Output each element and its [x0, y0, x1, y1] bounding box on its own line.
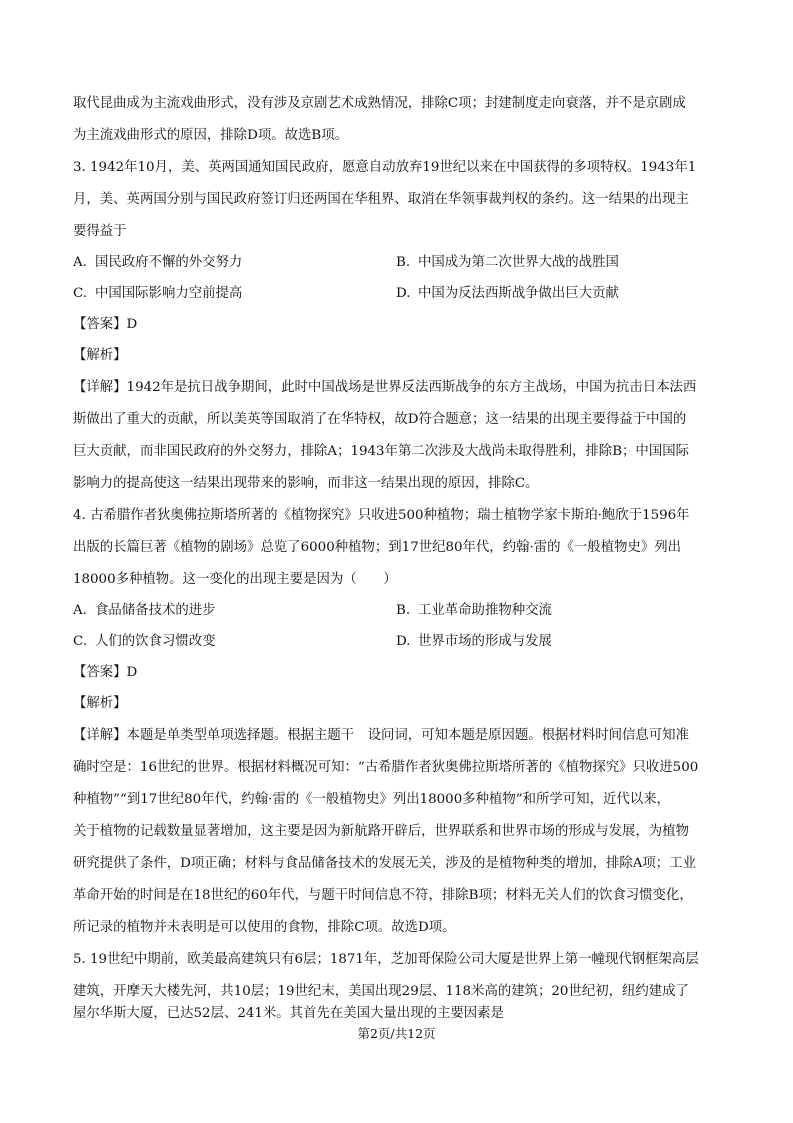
option-letter: D. — [396, 634, 411, 649]
option-text: 国民政府不懈的外交努力 — [95, 255, 243, 270]
question-3-detail: 【详解】1942年是抗日战争期间，此时中国战场是世界反法西斯战争的东方主战场，中国为抗击日本法西 — [73, 380, 697, 395]
question-4-detail: 种植物”“到17世纪80年代，约翰·雷的《一般植物史》列出18000多种植物”和所学可知，近代以来， — [73, 792, 670, 807]
option-letter: C. — [73, 286, 88, 301]
question-3-option-b — [396, 253, 619, 273]
text-line: 取代昆曲成为主流戏曲形式，没有涉及京剧艺术成熟情况，排除C项；封建制度走向衰落，并不是京剧成 — [73, 96, 686, 111]
question-5-stem: 5. 19世纪中期前，欧美最高建筑只有6层；1871年，芝加哥保险公司大厦是世界上第一幢现代钢框架高层 — [73, 952, 699, 967]
question-4-detail: 关于植物的记载数量显著增加，这主要是因为新航路开辟后，世界联系和世界市场的形成与发展，为植物 — [73, 824, 689, 839]
question-5-stem: 建筑，开摩天大楼先河，共10层；19世纪末，美国出现29层、118米高的建筑；20世纪初，纽约建成了 — [73, 984, 689, 999]
question-3-option-c — [73, 284, 242, 304]
page-footer: 第2页/共12页 — [357, 1026, 436, 1041]
option-letter: B. — [396, 255, 411, 270]
question-4-detail: 确时空是：16世纪的世界。根据材料概况可知：“古希腊作者狄奥佛拉斯塔所著的《植物探究》只收进500 — [73, 760, 699, 775]
text-line: 为主流戏曲形式的原因，排除D项。故选B项。 — [73, 128, 348, 143]
option-text: 食品储备技术的进步 — [95, 603, 216, 618]
option-letter: B. — [396, 603, 411, 618]
question-4-option-b — [396, 601, 552, 621]
question-4-answer: 【答案】D — [73, 665, 138, 680]
option-text: 工业革命助推物种交流 — [418, 603, 552, 618]
question-3-stem: 要得益于 — [73, 224, 127, 239]
question-3-stem: 月，美、英两国分别与国民政府签订归还两国在华租界、取消在华领事裁判权的条约。这一结果的出现主 — [73, 192, 689, 207]
question-3-detail: 巨大贡献，而非国民政府的外交努力，排除A；1943年第二次涉及大战尚未取得胜利，排除B；中国国际 — [73, 444, 689, 459]
question-3-option-a — [73, 253, 242, 273]
option-letter: A. — [73, 603, 87, 618]
option-letter: C. — [73, 634, 88, 649]
question-4-analysis-label: 【解析】 — [73, 696, 127, 711]
question-4-stem: 18000多种植物。这一变化的出现主要是因为（ ） — [73, 572, 397, 587]
question-4-option-a — [73, 601, 216, 621]
option-text: 世界市场的形成与发展 — [418, 634, 552, 649]
question-5-stem: 屋尔华斯大厦，已达52层、241米。其首先在美国大量出现的主要因素是 — [73, 1006, 504, 1021]
question-4-option-d — [396, 632, 552, 652]
option-text: 中国为反法西斯战争做出巨大贡献 — [418, 286, 619, 301]
question-3-detail: 斯做出了重大的贡献，所以美英等国取消了在华特权，故D符合题意；这一结果的出现主要得益于中国的 — [73, 412, 687, 427]
option-letter: D. — [396, 286, 411, 301]
question-3-option-d — [396, 284, 619, 304]
question-3-answer: 【答案】D — [73, 317, 138, 332]
question-3-stem: 3. 1942年10月，美、英两国通知国民政府，愿意自动放弃19世纪以来在中国获得的多项特权。1943年1 — [73, 160, 697, 175]
question-4-detail: 【详解】本题是单类型单项选择题。根据主题干 设问词，可知本题是原因题。根据材料时间信息可知准 — [73, 728, 689, 743]
question-4-detail: 所记录的植物并未表明是可以使用的食物，排除C项。故选D项。 — [73, 920, 456, 935]
question-4-option-c — [73, 632, 216, 652]
question-4-stem: 出版的长篇巨著《植物的剧场》总览了6000种植物；到17世纪80年代，约翰·雷的《一般植物史》列出 — [73, 540, 682, 555]
question-3-detail: 影响力的提高使这一结果出现带来的影响，而非这一结果出现的原因，排除C。 — [73, 476, 539, 491]
option-text: 中国国际影响力空前提高 — [95, 286, 243, 301]
option-letter: A. — [73, 255, 87, 270]
question-4-stem: 4. 古希腊作者狄奥佛拉斯塔所著的《植物探究》只收进500种植物；瑞士植物学家卡斯珀·鲍欣于1596年 — [73, 508, 690, 523]
option-text: 中国成为第二次世界大战的战胜国 — [418, 255, 619, 270]
question-4-detail: 研究提供了条件，D项正确；材料与食品储备技术的发展无关，涉及的是植物种类的增加，排除A项；工业 — [73, 856, 696, 871]
question-4-detail: 革命开始的时间是在18世纪的60年代，与题干时间信息不符，排除B项；材料无关人们的饮食习惯变化， — [73, 888, 693, 903]
question-3-analysis-label: 【解析】 — [73, 348, 127, 363]
option-text: 人们的饮食习惯改变 — [95, 634, 216, 649]
